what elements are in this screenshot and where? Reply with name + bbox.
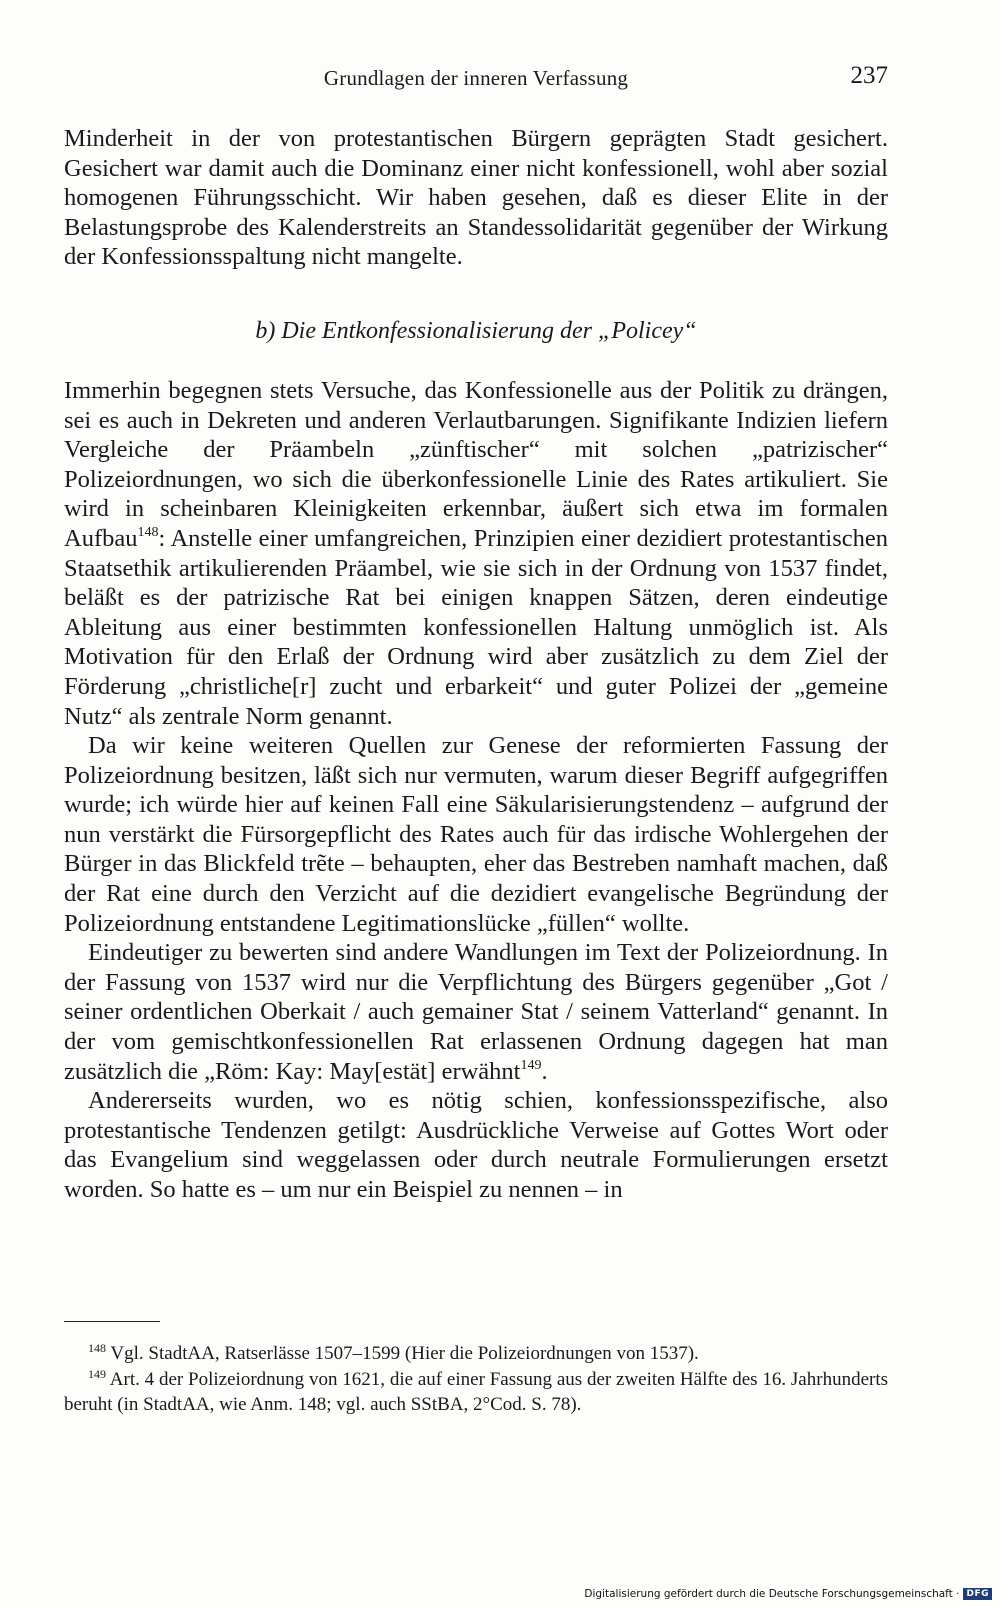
body-text bbox=[64, 124, 888, 1205]
footnotes bbox=[64, 1341, 888, 1418]
dfg-logo-icon: DFG bbox=[963, 1588, 992, 1600]
footnote-text: Vgl. StadtAA, Ratserlässe 1507–1599 (Hier die Polizeiordnungen von 1537). bbox=[110, 1343, 699, 1364]
paragraph-4-text-a: Eindeutiger zu bewerten sind andere Wandlungen im Text der Polizeiordnung. In der Fassung von 1537 wird nur die Verpflichtung des Bürgers gegenüber „Got / seiner ordentlichen Oberkait / auch gemainer Stat / seinem Vatterland“ genannt. In der vom gemischtkonfessionellen Rat erlassenen Ordnung dagegen hat man zusätzlich die „Röm: Kay: May[estät] erwähnt bbox=[64, 939, 888, 1085]
paragraph-4 bbox=[64, 938, 888, 1086]
footnote-divider bbox=[64, 1321, 160, 1322]
running-head bbox=[64, 62, 888, 96]
footnote-ref-149[interactable]: 149 bbox=[520, 1057, 542, 1073]
section-heading: b) Die Entkonfessionalisierung der „Policey“ bbox=[255, 317, 697, 344]
paragraph-3: Da wir keine weiteren Quellen zur Genese der reformierten Fassung der Polizeiordnung besitzen, läßt sich nur vermuten, warum dieser Begriff aufgegriffen wurde; ich würde hier auf keinen Fall eine Säkularisierungstendenz – aufgrund der nun verstärkt die Fürsorgepflicht des Rates auch für das irdische Wohlergehen der Bürger in das Blickfeld trẽte – behaupten, eher das Bestreben namhaft machen, daß der Rat eine durch den Verzicht auf die dezidiert evangelische Begründung der Polizeiordnung entstandene Legitimationslücke „füllen“ wollte. bbox=[64, 732, 888, 937]
credit-text: Digitalisierung gefördert durch die Deutsche Forschungsgemeinschaft · bbox=[584, 1588, 960, 1600]
paragraph-2-text-b: : Anstelle einer umfangreichen, Prinzipien einer dezidiert protestantischen Staatsethik artikulierenden Präambel, wie sie sich in der Ordnung von 1537 findet, beläßt es der patrizische Rat bei einigen knappen Sätzen, deren eindeutige Ableitung aus einer bestimmten konfessionellen Haltung unmöglich ist. Als Motivation für den Erlaß der Ordnung wird aber zusätzlich zu dem Ziel der Förderung „christliche[r] zucht und erbarkeit“ und guter Polizei der „gemeine Nutz“ als zentrale Norm genannt. bbox=[64, 524, 888, 730]
paragraph-2-text-a: Immerhin begegnen stets Versuche, das Konfessionelle aus der Politik zu drängen, sei es auch in Dekreten und anderen Verlautbarungen. Signifikante Indizien liefern Vergleiche der Präambeln „zünftischer“ mit solchen „patrizischer“ Polizeiordnungen, wo sich die überkonfessionelle Linie des Rates artikuliert. Sie wird in scheinbaren Kleinigkeiten erkennbar, äußert sich etwa im formalen Aufbau bbox=[64, 376, 888, 552]
footnote-number: 148 bbox=[88, 1341, 106, 1355]
footnote-148 bbox=[64, 1341, 888, 1367]
digitization-credit bbox=[584, 1586, 992, 1602]
paragraph-1: Minderheit in der von protestantischen Bürgern geprägten Stadt gesichert. Gesichert war damit auch die Dominanz einer nicht konfessionell, wohl aber sozial homogenen Führungsschicht. Wir haben gesehen, daß es dieser Elite in der Belastungsprobe des Kalenderstreits an Standessolidarität gegenüber der Wirkung der Konfessionsspaltung nicht mangelte. bbox=[64, 125, 888, 271]
footnote-149 bbox=[64, 1367, 888, 1418]
footnote-ref-148[interactable]: 148 bbox=[137, 524, 159, 540]
paragraph-2 bbox=[64, 376, 888, 731]
footnote-text: Art. 4 der Polizeiordnung von 1621, die auf einer Fassung aus der zweiten Hälfte des 16. Jahrhunderts beruht (in StadtAA, wie Anm. 148; vgl. auch SStBA, 2°Cod. S. 78). bbox=[64, 1368, 888, 1415]
footnote-number: 149 bbox=[88, 1366, 106, 1381]
page-number: 237 bbox=[850, 62, 888, 89]
paragraph-4-text-b: . bbox=[541, 1057, 548, 1085]
running-title: Grundlagen der inneren Verfassung bbox=[323, 66, 629, 90]
paragraph-5: Andererseits wurden, wo es nötig schien, konfessionsspezifische, also protestantische Tendenzen getilgt: Ausdrückliche Verweise auf Gottes Wort oder das Evangelium sind weggelassen oder durch neutrale Formulierungen ersetzt worden. So hatte es – um nur ein Beispiel zu nennen – in bbox=[64, 1087, 888, 1203]
